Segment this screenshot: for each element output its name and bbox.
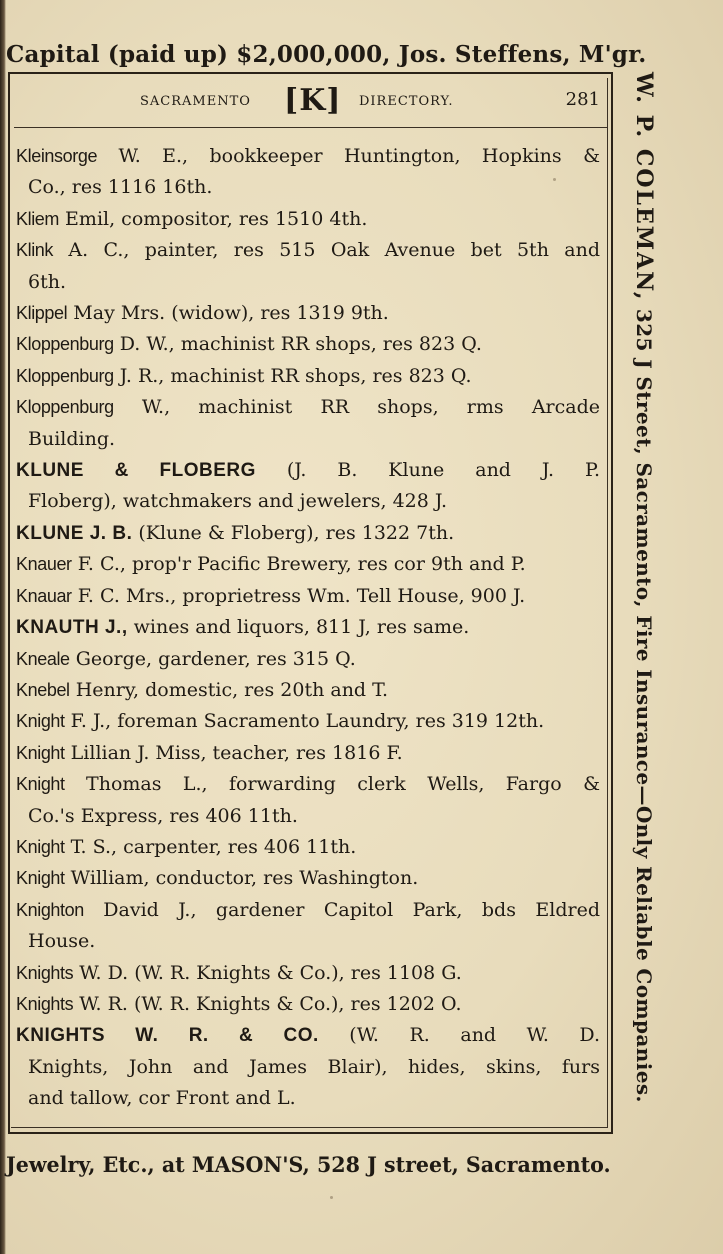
entry-text: House.	[28, 930, 96, 953]
directory-entry	[16, 549, 600, 580]
entry-text: Co., res 1116 16th.	[28, 176, 213, 199]
directory-entry	[16, 455, 600, 518]
entry-text: Emil, compositor, res 1510 4th.	[59, 207, 368, 230]
side-ad-text	[620, 72, 668, 1142]
entry-name: Kliem	[16, 208, 60, 229]
directory-entry	[16, 235, 600, 298]
paper-speck	[553, 178, 556, 181]
entry-first-line	[16, 329, 600, 360]
entry-name: Knighton	[16, 899, 84, 920]
entry-name: KNIGHTS W. R. & CO.	[16, 1025, 319, 1047]
entry-text: Henry, domestic, res 20th and T.	[69, 678, 389, 701]
page-binding-edge	[0, 0, 6, 1254]
entry-first-line	[16, 738, 600, 769]
entry-text: D. W., machinist RR shops, res 823 Q.	[113, 333, 482, 356]
entry-name: Kneale	[16, 648, 70, 669]
entry-text: W. E., bookkeeper Huntington, Hopkins &	[97, 145, 600, 167]
entry-text: (J. B. Klune and J. P.	[255, 459, 600, 482]
directory-entry	[16, 706, 600, 737]
entry-first-line	[16, 392, 600, 423]
entry-continuation-line	[16, 926, 600, 957]
entry-first-line	[16, 455, 600, 486]
directory-entry	[16, 581, 600, 612]
entry-text: William, conductor, res Washington.	[64, 867, 419, 890]
entry-first-line	[16, 863, 600, 894]
entry-first-line	[16, 141, 600, 172]
entry-text: F. C. Mrs., proprietress Wm. Tell House, 900 J.	[71, 584, 526, 607]
entry-first-line	[16, 706, 600, 737]
directory-entry	[16, 863, 600, 894]
entry-name: Kleinsorge	[16, 146, 98, 166]
entry-text: 6th.	[28, 270, 66, 293]
entry-text: Lillian J. Miss, teacher, res 1816 F.	[64, 741, 403, 764]
directory-entry	[16, 392, 600, 455]
entry-name: Knight	[16, 836, 65, 857]
directory-entry	[16, 329, 600, 360]
running-header	[14, 84, 604, 124]
entry-name: Knight	[16, 774, 65, 795]
entry-name: KLUNE & FLOBERG	[16, 460, 256, 482]
entry-first-line	[16, 675, 600, 706]
side-ad-name: W. P. COLEMAN,	[631, 72, 657, 302]
directory-entry	[16, 895, 600, 958]
entry-name: Knight	[16, 711, 65, 732]
entry-text: George, gardener, res 315 Q.	[69, 647, 356, 670]
entry-name: Kloppenburg	[16, 397, 114, 418]
paper-speck	[330, 1196, 333, 1199]
entry-text: May Mrs. (widow), res 1319 9th.	[67, 302, 389, 325]
directory-entry	[16, 518, 600, 549]
entry-name: Knauer	[16, 554, 72, 575]
entry-text: wines and liquors, 811 J, res same.	[127, 616, 470, 639]
entry-first-line	[16, 204, 600, 235]
entry-first-line	[16, 895, 600, 926]
entry-first-line	[16, 958, 600, 989]
entry-text: Floberg), watchmakers and jewelers, 428 J.	[28, 490, 448, 513]
entry-first-line	[16, 549, 600, 580]
entry-text: Building.	[28, 427, 116, 450]
directory-entry	[16, 644, 600, 675]
entry-text: (Klune & Floberg), res 1322 7th.	[132, 521, 455, 544]
entry-first-line	[16, 518, 600, 549]
entry-continuation-line	[16, 486, 600, 517]
entry-first-line	[16, 832, 600, 863]
directory-entry	[16, 204, 600, 235]
entry-name: KNAUTH J.,	[16, 617, 128, 639]
entry-text: F. J., foreman Sacramento Laundry, res 319 12th.	[64, 710, 545, 733]
entry-name: Knights	[16, 993, 74, 1014]
entry-name: Kloppenburg	[16, 365, 114, 386]
entry-name: Knights	[16, 962, 74, 983]
entry-text: David J., gardener Capitol Park, bds Eldred	[83, 898, 600, 921]
entry-first-line	[16, 644, 600, 675]
entry-text: W., machinist RR shops, rms Arcade	[113, 396, 600, 419]
directory-entry	[16, 958, 600, 989]
header-section: DIRECTORY.	[359, 94, 454, 109]
directory-entry	[16, 989, 600, 1020]
directory-entries	[16, 141, 600, 1115]
entry-text: W. D. (W. R. Knights & Co.), res 1108 G.	[73, 961, 462, 984]
entry-continuation-line	[16, 172, 600, 203]
directory-entry	[16, 769, 600, 832]
entry-text: W. R. (W. R. Knights & Co.), res 1202 O.	[73, 992, 462, 1015]
entry-first-line	[16, 612, 600, 643]
header-city: SACRAMENTO	[140, 94, 251, 109]
entry-text: Co.'s Express, res 406 11th.	[28, 804, 298, 827]
directory-entry	[16, 675, 600, 706]
entry-text: F. C., prop'r Pacific Brewery, res cor 9th and P.	[71, 553, 526, 576]
entry-text: A. C., painter, res 515 Oak Avenue bet 5th and	[53, 239, 600, 262]
directory-entry	[16, 298, 600, 329]
entry-first-line	[16, 361, 600, 392]
entry-continuation-line	[16, 1083, 600, 1114]
entry-name: Knebel	[16, 679, 70, 700]
entry-first-line	[16, 989, 600, 1020]
header-letter: [K]	[284, 83, 342, 118]
entry-text: Knights, John and James Blair), hides, skins, furs	[28, 1055, 600, 1078]
entry-text: T. S., carpenter, res 406 11th.	[64, 835, 357, 858]
entry-name: KLUNE J. B.	[16, 522, 133, 544]
entry-first-line	[16, 298, 600, 329]
side-ad	[620, 72, 668, 1142]
top-banner-ad: Capital (paid up) $2,000,000, Jos. Steffens, M'gr.	[6, 41, 647, 68]
entry-continuation-line	[16, 267, 600, 298]
entry-text: (W. R. and W. D.	[318, 1024, 601, 1047]
entry-continuation-line	[16, 801, 600, 832]
directory-entry	[16, 832, 600, 863]
entry-name: Klink	[16, 240, 54, 261]
entry-name: Knauar	[16, 585, 72, 606]
directory-entry	[16, 141, 600, 204]
entry-text: J. R., machinist RR shops, res 823 Q.	[113, 364, 472, 387]
directory-entry	[16, 738, 600, 769]
entry-text: and tallow, cor Front and L.	[28, 1087, 296, 1110]
entry-continuation-line	[16, 424, 600, 455]
side-ad-rest: 325 J Street, Sacramento, Fire Insurance—Only Reliable Companies.	[632, 301, 656, 1103]
entry-first-line	[16, 235, 600, 266]
entry-name: Klippel	[16, 303, 68, 324]
entry-text: Thomas L., forwarding clerk Wells, Fargo &	[64, 773, 600, 796]
directory-entry	[16, 612, 600, 643]
directory-entry	[16, 361, 600, 392]
entry-first-line	[16, 581, 600, 612]
entry-name: Knight	[16, 742, 65, 763]
page-number: 281	[565, 89, 600, 110]
bottom-banner-ad: Jewelry, Etc., at MASON'S, 528 J street, Sacramento.	[6, 1152, 611, 1177]
entry-name: Kloppenburg	[16, 334, 114, 355]
entry-name: Knight	[16, 868, 65, 889]
entry-first-line	[16, 1020, 600, 1051]
entry-first-line	[16, 769, 600, 800]
entry-continuation-line	[16, 1052, 600, 1083]
directory-entry	[16, 1020, 600, 1114]
header-rule	[14, 127, 608, 128]
